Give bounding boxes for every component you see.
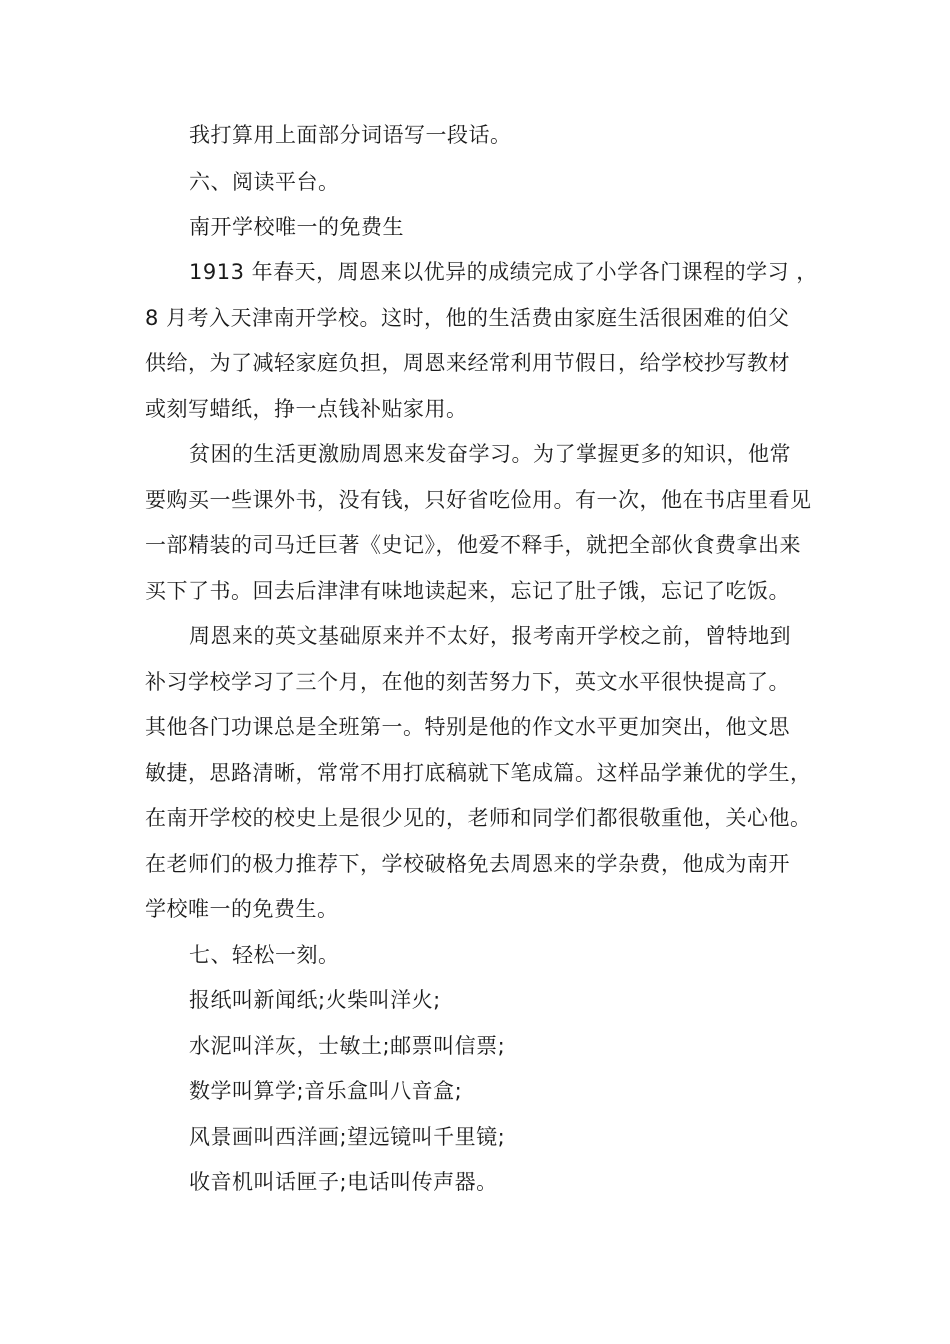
paragraph-line: 周恩来的英文基础原来并不太好，报考南开学校之前，曾特地到 (189, 624, 791, 648)
paragraph-line: 或刻写蜡纸，挣一点钱补贴家用。 (145, 397, 468, 421)
paragraph-line: 1913 年春天，周恩来以优异的成绩完成了小学各门课程的学习 ， (189, 260, 818, 284)
list-item: 收音机叫话匣子;电话叫传声器。 (189, 1170, 498, 1194)
list-item: 报纸叫新闻纸;火柴叫洋火; (189, 988, 441, 1012)
list-item: 风景画叫西洋画;望远镜叫千里镜; (189, 1125, 506, 1149)
paragraph-line: 供给，为了减轻家庭负担，周恩来经常利用节假日，给学校抄写教材 (145, 351, 790, 375)
section-6-heading: 六、阅读平台。 (189, 170, 340, 194)
intro-sentence: 我打算用上面部分词语写一段话。 (189, 123, 512, 147)
paragraph-line: 要购买一些课外书，没有钱，只好省吃俭用。有一次，他在书店里看见 (145, 488, 812, 512)
paragraph-line: 一部精装的司马迁巨著《史记》，他爱不释手，就把全部伙食费拿出来 (145, 533, 801, 557)
paragraph-line: 贫困的生活更激励周恩来发奋学习。为了掌握更多的知识，他常 (189, 442, 791, 466)
paragraph-line: 8 月考入天津南开学校。这时，他的生活费由家庭生活很困难的伯父 (145, 306, 790, 330)
passage-title: 南开学校唯一的免费生 (189, 215, 404, 239)
section-7-heading: 七、轻松一刻。 (189, 943, 340, 967)
paragraph-line: 买下了书。回去后津津有味地读起来，忘记了肚子饿，忘记了吃饭。 (145, 579, 790, 603)
paragraph-line: 在老师们的极力推荐下，学校破格免去周恩来的学杂费，他成为南开 (145, 852, 790, 876)
paragraph-line: 其他各门功课总是全班第一。特别是他的作文水平更加突出，他文思 (145, 715, 790, 739)
list-item: 水泥叫洋灰，士敏土;邮票叫信票; (189, 1034, 506, 1058)
paragraph-line: 补习学校学习了三个月，在他的刻苦努力下，英文水平很快提高了。 (145, 670, 790, 694)
list-item: 数学叫算学;音乐盒叫八音盒; (189, 1079, 463, 1103)
paragraph-line: 在南开学校的校史上是很少见的，老师和同学们都很敬重他，关心他。 (145, 806, 812, 830)
paragraph-line: 学校唯一的免费生。 (145, 897, 339, 921)
paragraph-line: 敏捷，思路清晰，常常不用打底稿就下笔成篇。这样品学兼优的学生， (145, 761, 812, 785)
